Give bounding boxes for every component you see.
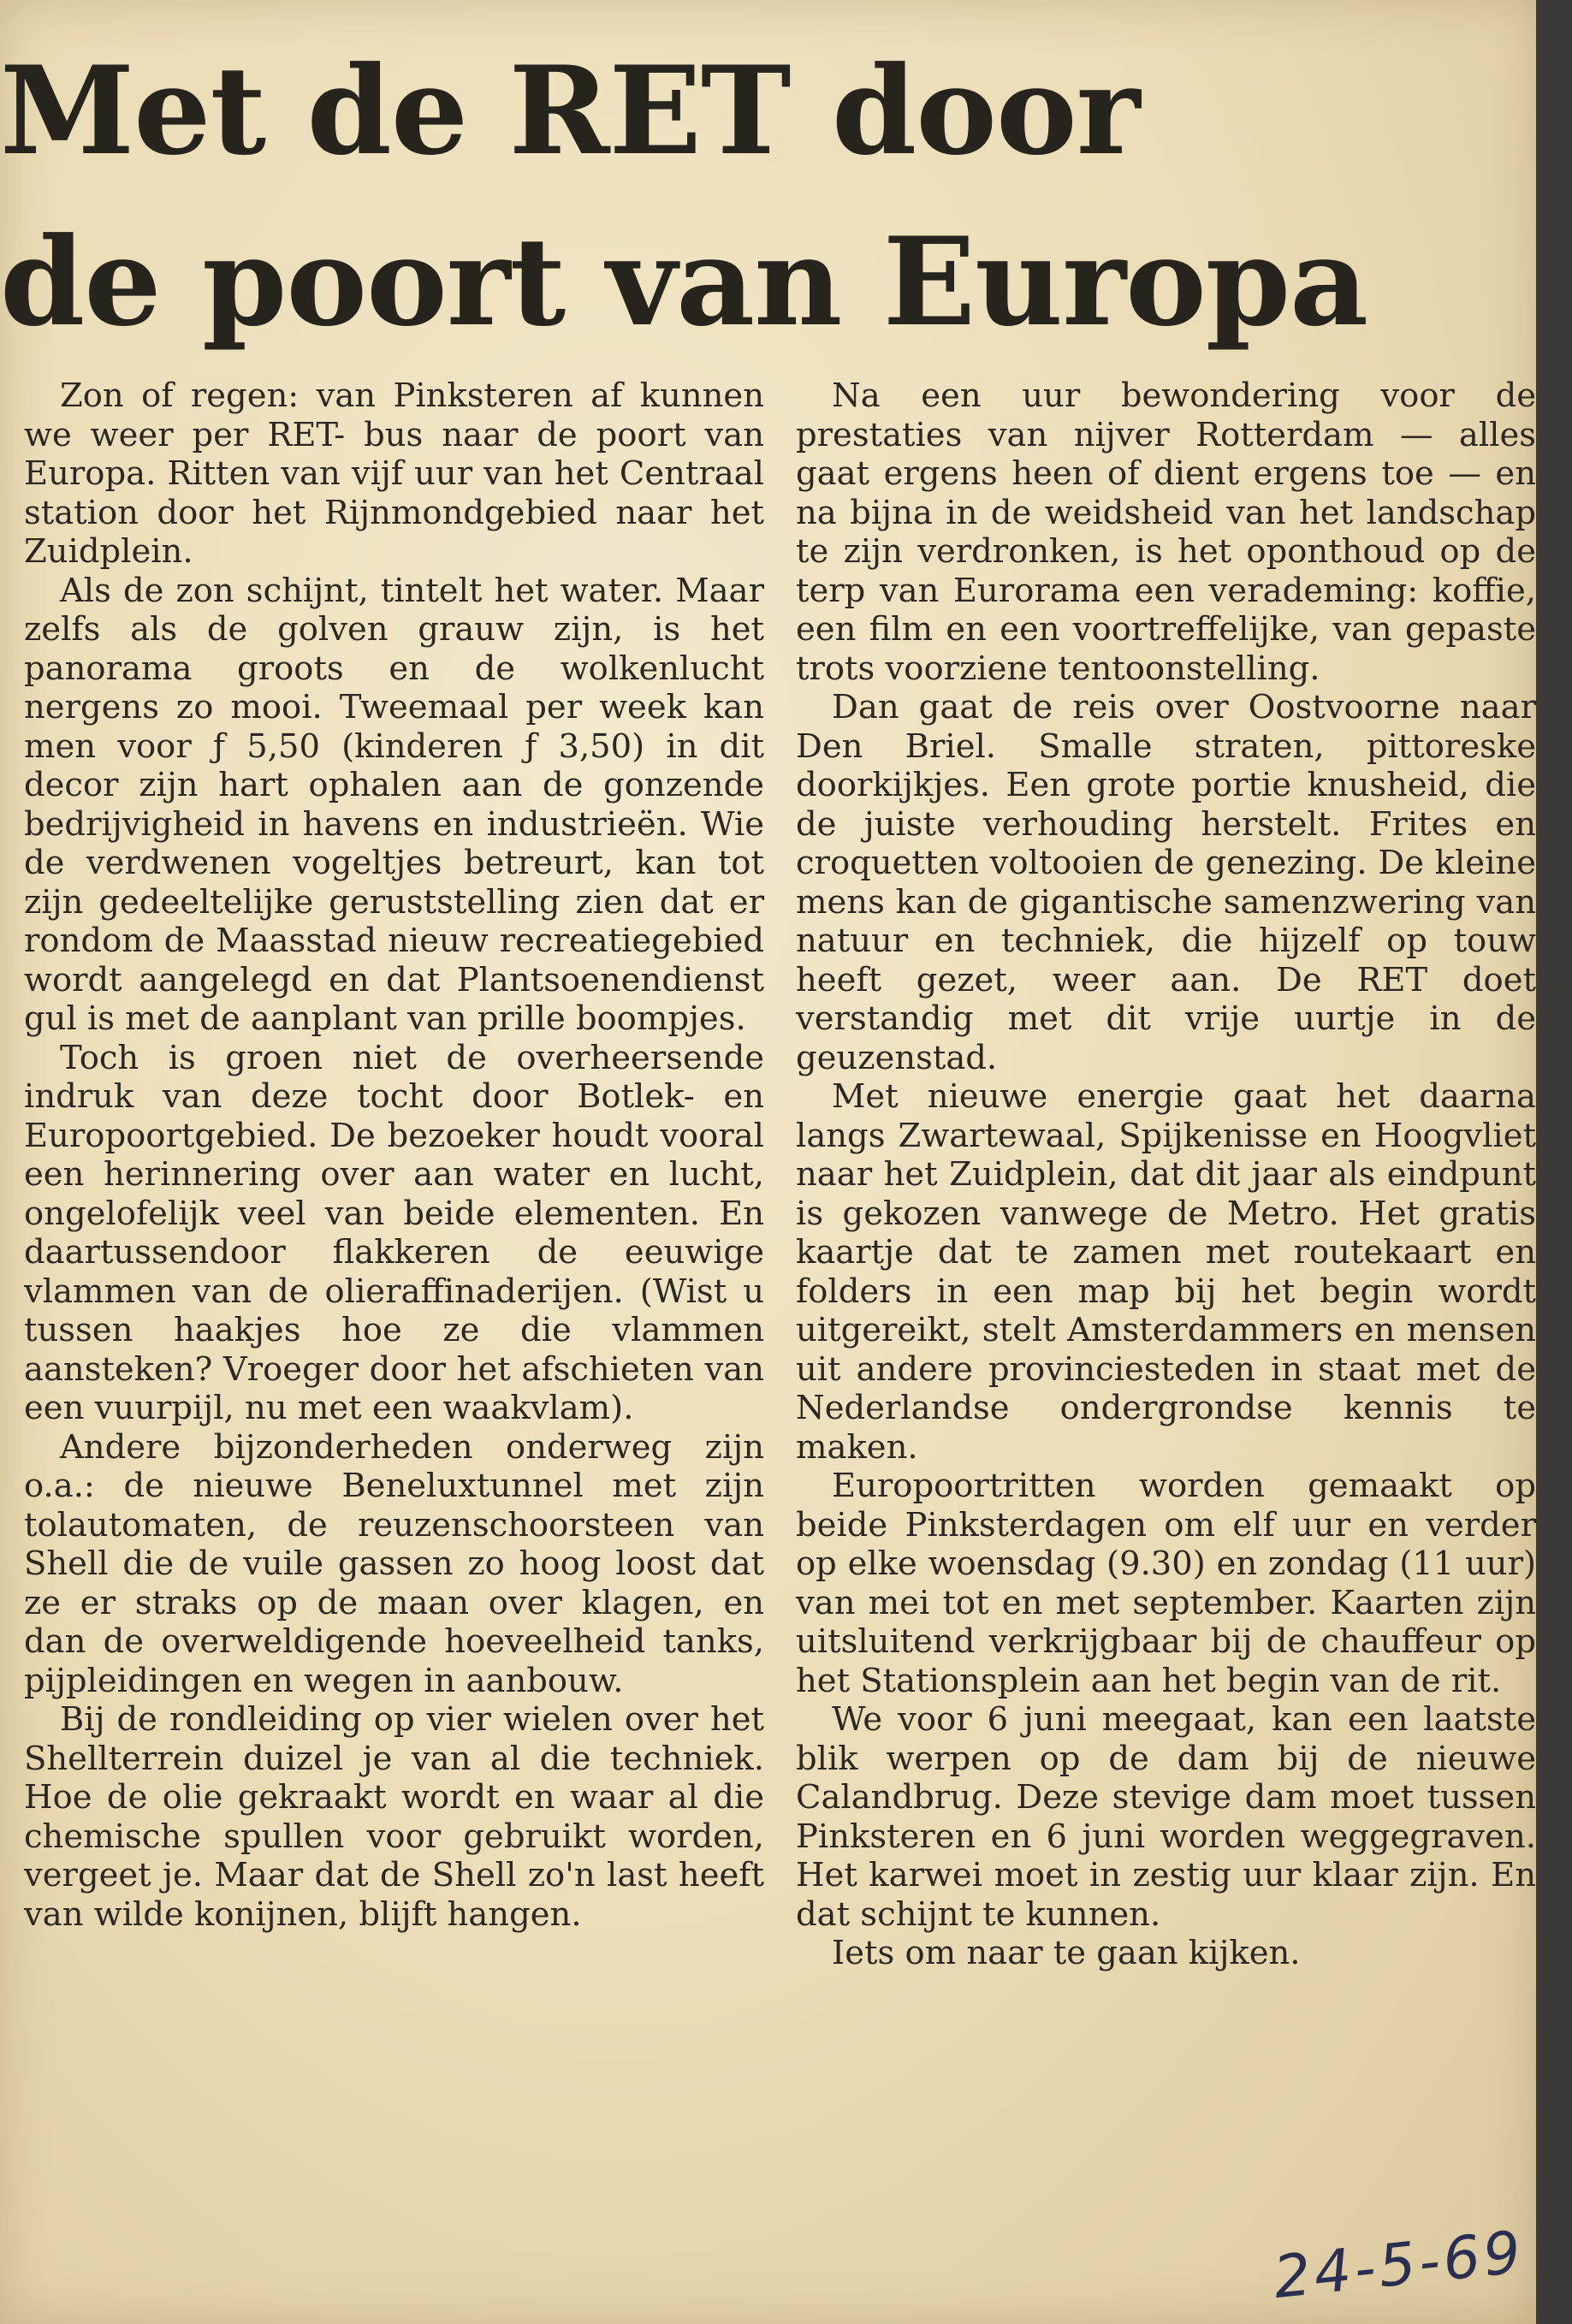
paragraph: Toch is groen niet de overheersende indruk van deze tocht door Botlek- en Europoortgebied. De bezoeker houdt vooral een herinnering over aan water en lucht, ongelofelijk veel van beide elementen. En daartussendoor flakkeren de eeuwige vlammen van de olieraffinaderijen. (Wist u tussen haakjes hoe ze die vlammen aansteken? Vroeger door het afschieten van een vuurpijl, nu met een waakvlam).	[24, 1038, 764, 1427]
paragraph: Andere bijzonderheden onderweg zijn o.a.: de nieuwe Beneluxtunnel met zijn tolautomaten, de reuzenschoorsteen van Shell die de vuile gassen zo hoog loost dat ze er straks op de maan over klagen, en dan de overweldigende hoeveelheid tanks, pijpleidingen en wegen in aanbouw.	[24, 1427, 764, 1700]
paragraph: Iets om naar te gaan kijken.	[832, 1934, 1301, 1972]
handwritten-date: 24-5-69	[1270, 2218, 1528, 2313]
paragraph: Bij de rondleiding op vier wielen over het Shellterrein duizel je van al die techniek. Hoe de olie gekraakt wordt en waar al die chemische spullen voor gebruikt worden, vergeet je. Maar dat de Shell zo'n last heeft van wilde konijnen, blijft hangen.	[24, 1700, 764, 1934]
paragraph: Na een uur bewondering voor de prestaties van nijver Rotterdam — alles gaat ergens heen of dient ergens toe — en na bijna in de weidsheid van het landschap te zijn verdronken, is het oponthoud op de terp van Eurorama een verademing: koffie, een film en een voortreffelijke, van gepaste trots voorziene tentoonstelling.	[796, 376, 1536, 688]
headline	[0, 26, 1523, 368]
paragraph: Met nieuwe energie gaat het daarna langs Zwartewaal, Spijkenisse en Hoogvliet naar het Zuidplein, dat dit jaar als eindpunt is gekozen vanwege de Metro. Het gratis kaartje dat te zamen met routekaart en folders in een map bij het begin wordt uitgereikt, stelt Amsterdammers en mensen uit andere provinciesteden in staat met de Nederlandse ondergrondse kennis te maken.	[796, 1077, 1536, 1467]
paragraph: We voor 6 juni meegaat, kan een laatste blik werpen op de dam bij de nieuwe Calandbrug. Deze stevige dam moet tussen Pinksteren en 6 juni worden weggegraven. Het karwei moet in zestig uur klaar zijn. En dat schijnt te kunnen.	[796, 1700, 1536, 1934]
paragraph: Als de zon schijnt, tintelt het water. Maar zelfs als de golven grauw zijn, is het panorama groots en de wolkenlucht nergens zo mooi. Tweemaal per week kan men voor ƒ 5,50 (kinderen ƒ 3,50) in dit decor zijn hart ophalen aan de gonzende bedrijvigheid in havens en industrieën. Wie de verdwenen vogeltjes betreurt, kan tot zijn gedeeltelijke geruststelling zien dat er rondom de Maasstad nieuw recreatiegebied wordt aangelegd en dat Plantsoenendienst gul is met de aanplant van prille boompjes.	[24, 571, 764, 1038]
headline-line-2: de poort van Europa	[0, 211, 1368, 353]
paragraph: Zon of regen: van Pinksteren af kunnen we weer per RET- bus naar de poort van Europa. Ritten van vijf uur van het Centraal station door het Rijnmondgebied naar het Zuidplein.	[24, 376, 764, 571]
paragraph: Dan gaat de reis over Oostvoorne naar Den Briel. Smalle straten, pittoreske doorkijkjes. Een grote portie knusheid, die de juiste verhouding herstelt. Frites en croquetten voltooien de genezing. De kleine mens kan de gigantische samenzwering van natuur en techniek, die hijzelf op touw heeft gezet, weer aan. De RET doet verstandig met dit vrije uurtje in de geuzenstad.	[796, 688, 1536, 1077]
article-column-left	[24, 376, 764, 1934]
headline-line-1: Met de RET door	[0, 40, 1140, 182]
article-column-right	[796, 376, 1536, 1973]
paragraph: Europoortritten worden gemaakt op beide Pinksterdagen om elf uur en verder op elke woensdag (9.30) en zondag (11 uur) van mei tot en met september. Kaarten zijn uitsluitend verkrijgbaar bij de chauffeur op het Stationsplein aan het begin van de rit.	[796, 1467, 1536, 1700]
